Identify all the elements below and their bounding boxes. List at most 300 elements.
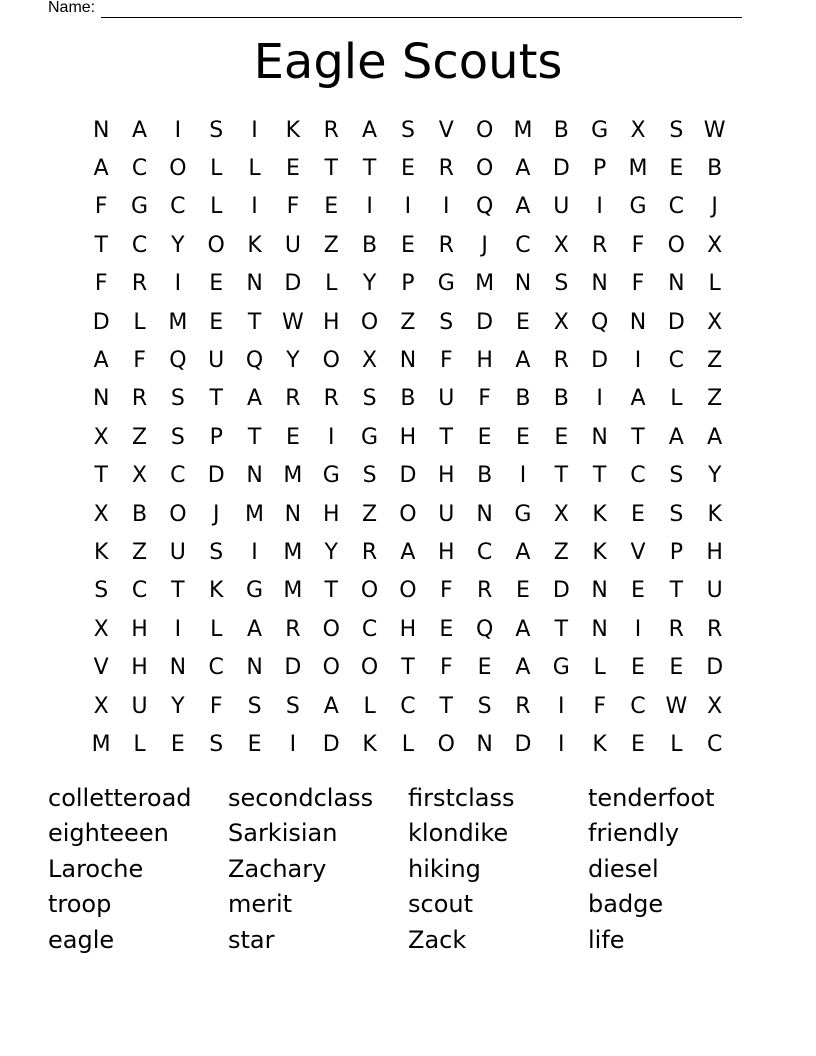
grid-letter: F [631,271,645,297]
grid-letter: R [707,616,723,642]
grid-letter: F [286,194,300,220]
word-list-item: life [588,925,625,954]
grid-letter: S [362,463,377,489]
grid-letter: K [208,578,224,604]
grid-letter: A [515,194,531,220]
grid-letter: H [322,309,340,335]
grid-letter: Z [707,386,723,412]
grid-letter: G [361,424,379,450]
word-list-item: klondike [408,819,509,848]
grid-letter: N [476,501,493,527]
grid-letter: D [476,309,494,335]
grid-letter: Z [400,309,416,335]
grid-letter: O [399,501,417,527]
grid-letter: H [437,463,455,489]
word-list-item: Zachary [228,854,327,883]
grid-letter: E [516,424,530,450]
grid-letter: A [131,117,148,143]
grid-letter: E [631,731,645,757]
grid-letter: X [630,117,646,143]
grid-letter: N [246,271,263,297]
word-list-item: secondclass [228,783,374,812]
grid-letter: B [131,501,148,527]
grid-letter: S [554,271,569,297]
grid-letter: S [669,463,684,489]
word-list [48,780,768,958]
grid-letter: L [708,271,721,297]
grid-letter: N [92,386,110,412]
grid-letter: O [322,616,340,642]
grid-letter: F [94,194,108,220]
grid-letter: N [476,731,493,757]
grid-letter: N [246,655,263,681]
grid-letter: X [553,309,569,335]
grid-letter: E [400,156,415,182]
grid-letter: P [593,156,607,182]
grid-letter: G [591,117,609,143]
grid-letter: I [558,693,565,719]
grid-letter: L [670,731,683,757]
grid-letter: R [361,539,378,565]
grid-letter: S [285,693,300,719]
word-list-item: Sarkisian [228,819,338,848]
grid-letter: A [323,693,339,719]
grid-letter: E [631,655,645,681]
grid-letter: E [669,655,684,681]
grid-letter: Q [245,348,264,374]
grid-letter: F [478,386,491,412]
grid-letter: R [515,693,531,719]
grid-letter: Y [171,693,185,719]
grid-letter: T [247,309,262,335]
grid-letter: E [247,731,262,757]
grid-letter: U [438,386,455,412]
grid-letter: S [209,731,224,757]
grid-letter: X [93,501,109,527]
grid-letter: A [93,156,109,182]
grid-letter: T [247,424,262,450]
grid-letter: X [362,348,378,374]
grid-letter: A [93,348,109,374]
grid-letter: K [285,117,301,143]
grid-letter: M [283,578,303,604]
grid-letter: B [553,386,569,412]
grid-letter: H [476,348,493,374]
grid-letter: A [400,539,416,565]
grid-letter: X [707,309,723,335]
grid-letter: N [284,501,302,527]
grid-letter: J [212,501,220,527]
grid-letter: U [169,539,186,565]
grid-letter: U [706,578,723,604]
word-list-item: star [228,925,275,954]
word-list-item: Laroche [48,854,144,883]
grid-letter: C [668,348,685,374]
grid-letter: Q [475,194,494,220]
grid-letter: F [133,348,146,374]
grid-letter: D [207,463,225,489]
grid-letter: I [251,539,258,565]
grid-letter: E [439,616,454,642]
grid-letter: S [94,578,109,604]
grid-letter: T [362,156,377,182]
grid-letter: B [515,386,531,412]
grid-letter: X [93,693,109,719]
grid-letter: I [404,194,412,220]
grid-letter: G [322,463,340,489]
grid-letter: T [324,578,338,604]
grid-letter: L [133,309,146,335]
grid-letter: F [209,693,223,719]
grid-letter: I [634,348,642,374]
grid-letter: I [596,386,603,412]
grid-letter: W [703,117,726,143]
grid-letter: D [514,731,532,757]
grid-letter: U [553,194,570,220]
grid-letter: W [282,309,304,335]
grid-letter: N [591,578,608,604]
grid-letter: M [628,156,648,182]
grid-letter: C [208,655,224,681]
grid-letter: C [476,539,493,565]
grid-letter: G [437,271,455,297]
grid-letter: T [554,463,569,489]
grid-letter: T [554,616,569,642]
grid-letter: E [285,424,300,450]
grid-letter: H [131,655,148,681]
grid-letter: B [477,463,493,489]
word-list-item: badge [588,890,664,919]
grid-letter: L [363,693,376,719]
grid-letter: Y [324,539,338,565]
grid-letter: N [668,271,685,297]
grid-letter: C [706,731,723,757]
grid-letter: E [209,309,224,335]
letter-grid [82,111,734,764]
grid-letter: C [170,194,186,220]
grid-letter: O [475,156,494,182]
grid-letter: S [669,117,684,143]
grid-letter: A [247,386,263,412]
grid-letter: X [553,232,569,258]
grid-letter: I [174,271,182,297]
grid-letter: P [669,539,683,565]
grid-letter: C [515,232,531,258]
grid-letter: R [323,117,339,143]
grid-letter: S [439,309,454,335]
grid-letter: I [327,424,335,450]
grid-letter: I [558,731,565,757]
grid-letter: S [669,501,684,527]
word-list-item: diesel [588,854,659,883]
grid-letter: C [400,693,416,719]
grid-letter: S [477,693,492,719]
grid-letter: H [437,539,455,565]
grid-letter: I [366,194,373,220]
grid-letter: S [209,117,224,143]
grid-letter: L [593,655,606,681]
grid-letter: L [210,156,223,182]
grid-letter: M [245,501,265,527]
grid-letter: R [476,578,493,604]
word-list-item: firstclass [408,783,515,812]
grid-letter: B [362,232,378,258]
grid-letter: I [289,731,297,757]
word-list-item: troop [48,890,112,919]
grid-letter: R [285,386,301,412]
grid-letter: C [131,578,148,604]
grid-letter: S [247,693,262,719]
grid-letter: C [170,463,186,489]
grid-letter: C [630,693,646,719]
grid-letter: D [284,655,302,681]
grid-letter: K [362,731,377,757]
grid-letter: D [399,463,417,489]
grid-letter: L [210,194,223,220]
grid-letter: E [554,424,569,450]
grid-letter: R [285,616,301,642]
grid-letter: S [170,424,185,450]
grid-letter: Y [707,463,722,489]
grid-letter: I [634,616,642,642]
grid-letter: R [591,232,608,258]
grid-letter: D [552,156,570,182]
grid-letter: H [706,539,723,565]
grid-letter: T [401,655,415,681]
grid-letter: R [438,156,454,182]
grid-letter: L [133,731,146,757]
grid-letter: C [361,616,378,642]
grid-letter: O [322,655,340,681]
word-list-item: scout [408,890,474,919]
word-list-item: merit [228,890,293,919]
grid-letter: O [169,156,187,182]
grid-letter: V [630,539,646,565]
grid-letter: A [668,424,684,450]
grid-letter: N [629,309,647,335]
grid-letter: U [208,348,225,374]
grid-letter: E [170,731,185,757]
grid-letter: N [92,117,110,143]
grid-letter: S [170,386,185,412]
grid-letter: T [94,463,108,489]
grid-letter: R [131,271,148,297]
grid-letter: X [93,424,109,450]
grid-letter: Q [475,616,494,642]
grid-letter: K [707,501,722,527]
grid-letter: F [439,348,453,374]
grid-letter: Y [286,348,300,374]
grid-letter: E [477,424,492,450]
grid-letter: P [209,424,223,450]
grid-letter: C [630,463,646,489]
grid-letter: K [592,731,607,757]
grid-letter: O [207,232,225,258]
grid-letter: U [284,232,301,258]
grid-letter: R [131,386,148,412]
grid-letter: U [438,501,455,527]
grid-letter: E [516,309,530,335]
grid-letter: N [591,424,608,450]
grid-letter: R [668,616,684,642]
grid-letter: D [92,309,110,335]
grid-letter: N [169,655,187,681]
grid-letter: D [552,578,570,604]
grid-letter: S [400,117,415,143]
grid-letter: T [592,463,607,489]
grid-letter: Q [590,309,609,335]
grid-letter: A [515,616,531,642]
grid-letter: T [439,424,453,450]
grid-letter: M [283,539,303,565]
grid-letter: F [631,232,645,258]
grid-letter: N [591,271,608,297]
grid-letter: R [438,232,454,258]
page-title: Eagle Scouts [253,34,563,90]
grid-letter: X [707,693,723,719]
grid-letter: K [592,501,607,527]
grid-letter: G [629,194,647,220]
grid-letter: W [665,693,688,719]
name-write-line [101,1,742,18]
grid-letter: E [324,194,339,220]
grid-letter: E [400,232,415,258]
word-list-item: colletteroad [48,783,192,812]
word-list-item: eagle [48,925,115,954]
grid-letter: O [667,232,685,258]
grid-letter: O [475,117,494,143]
grid-letter: T [171,578,185,604]
grid-letter: C [668,194,685,220]
grid-letter: A [515,348,531,374]
grid-letter: O [169,501,187,527]
grid-letter: E [477,655,492,681]
grid-letter: A [707,424,723,450]
word-list-item: Zack [408,925,467,954]
grid-letter: A [630,386,646,412]
grid-letter: D [706,655,724,681]
grid-letter: I [251,117,258,143]
grid-letter: B [400,386,416,412]
grid-letter: E [631,501,645,527]
grid-letter: M [91,731,111,757]
grid-letter: T [94,232,108,258]
grid-letter: A [247,616,263,642]
grid-letter: Q [169,348,187,374]
grid-letter: F [439,655,453,681]
grid-letter: H [322,501,340,527]
grid-letter: F [94,271,108,297]
grid-letter: L [325,271,338,297]
grid-letter: U [131,693,148,719]
grid-letter: I [596,194,603,220]
grid-letter: Z [553,539,569,565]
grid-letter: K [592,539,607,565]
grid-letter: Z [362,501,378,527]
grid-letter: L [210,616,223,642]
grid-letter: D [322,731,340,757]
grid-letter: M [283,463,303,489]
grid-letter: F [593,693,606,719]
grid-letter: N [399,348,417,374]
grid-letter: A [515,655,531,681]
grid-letter: O [322,348,340,374]
name-field-row [48,0,742,18]
grid-letter: X [707,232,723,258]
grid-letter: O [360,309,379,335]
grid-letter: E [631,578,645,604]
grid-letter: Z [131,539,148,565]
grid-letter: L [670,386,683,412]
grid-letter: Y [362,271,377,297]
grid-letter: O [399,578,417,604]
grid-letter: D [667,309,685,335]
grid-letter: X [93,616,109,642]
grid-letter: I [443,194,450,220]
grid-letter: P [401,271,415,297]
grid-letter: L [248,156,261,182]
grid-letter: H [399,616,417,642]
grid-letter: L [401,731,415,757]
grid-letter: O [360,655,379,681]
grid-letter: V [93,655,109,681]
name-label: Name: [48,0,96,16]
grid-letter: Z [707,348,723,374]
grid-letter: B [553,117,569,143]
grid-letter: X [131,463,148,489]
grid-letter: I [174,616,182,642]
grid-letter: X [553,501,569,527]
grid-letter: S [362,386,377,412]
grid-letter: C [131,232,148,258]
grid-letter: G [514,501,532,527]
grid-letter: A [515,156,531,182]
grid-letter: F [439,578,453,604]
grid-letter: O [360,578,379,604]
grid-letter: J [711,194,718,220]
grid-letter: I [251,194,258,220]
grid-letter: E [516,578,530,604]
grid-letter: M [168,309,188,335]
grid-letter: I [174,117,182,143]
grid-letter: M [475,271,495,297]
grid-letter: N [591,616,608,642]
grid-letter: H [399,424,417,450]
grid-letter: E [285,156,300,182]
grid-letter: D [284,271,302,297]
grid-letter: E [669,156,684,182]
grid-letter: T [631,424,645,450]
grid-letter: R [323,386,339,412]
grid-letter: G [130,194,149,220]
grid-letter: K [93,539,109,565]
grid-letter: S [209,539,224,565]
grid-letter: H [131,616,148,642]
grid-letter: T [324,156,338,182]
grid-letter: G [246,578,264,604]
grid-letter: I [519,463,527,489]
word-list-item: tenderfoot [588,783,715,812]
word-list-item: hiking [408,854,481,883]
grid-letter: M [513,117,533,143]
grid-letter: K [247,232,262,258]
grid-letter: Y [171,232,185,258]
grid-letter: Z [323,232,339,258]
grid-letter: Z [131,424,148,450]
grid-letter: D [591,348,609,374]
grid-letter: A [515,539,531,565]
grid-letter: B [707,156,723,182]
